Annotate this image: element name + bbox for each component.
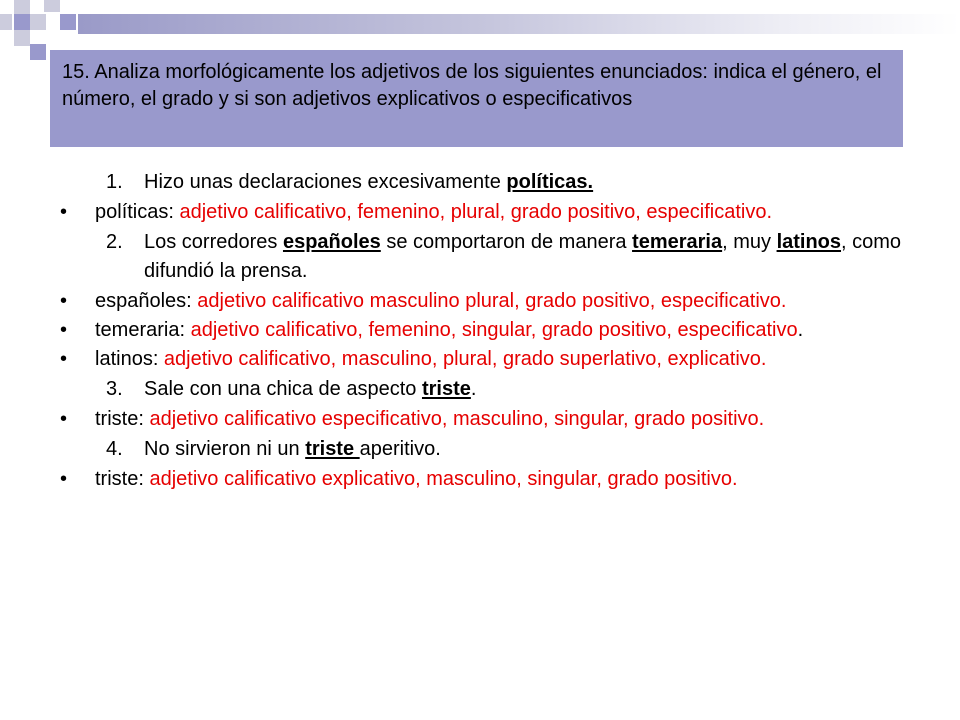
bullet-icon: •	[60, 201, 68, 223]
exercise-title: 15. Analiza morfológicamente los adjetivos de los siguientes enunciados: indica el género, el número, el grado y si son adjetivos explicativos o especificativos	[50, 50, 903, 147]
deco-square	[30, 44, 46, 60]
deco-square	[60, 14, 76, 30]
target-adjective: temeraria	[632, 231, 723, 253]
analysis-answer: adjetivo calificativo masculino plural, grado positivo, especificativo.	[191, 290, 787, 312]
target-adjective: triste	[421, 378, 471, 400]
item-number: 3.	[106, 378, 123, 400]
item-number: 2.	[106, 231, 123, 253]
item-number: 4.	[106, 438, 123, 460]
analysis-label: políticas:	[95, 201, 174, 223]
analysis-answer: adjetivo calificativo, femenino, singular, grado positivo, especificativo	[185, 319, 798, 341]
analysis-label: latinos:	[95, 348, 159, 370]
analysis-answer: adjetivo calificativo, femenino, plural, grado positivo, especificativo.	[173, 201, 773, 223]
bullet-icon: •	[60, 348, 68, 370]
analysis-answer: adjetivo calificativo, masculino, plural, grado superlativo, explicativo.	[158, 348, 767, 370]
deco-square	[14, 30, 30, 46]
target-adjective: políticas.	[506, 171, 594, 193]
analysis-label: temeraria:	[95, 319, 186, 341]
analysis-item	[60, 406, 910, 433]
sentence-4: 4. No sirvieron ni un triste aperitivo.	[60, 435, 910, 464]
analysis-answer: adjetivo calificativo especificativo, masculino, singular, grado positivo.	[143, 408, 765, 430]
target-adjective: españoles	[282, 231, 381, 253]
bullet-icon: •	[60, 408, 68, 430]
analysis-item: • temeraria: adjetivo calificativo, femenino, singular, grado positivo, especificativo.	[60, 317, 910, 344]
item-number: 1.	[106, 171, 123, 193]
analysis-answer: adjetivo calificativo explicativo, masculino, singular, grado positivo.	[143, 468, 738, 490]
bullet-icon: •	[60, 290, 68, 312]
analysis-label: triste:	[95, 468, 144, 490]
header-gradient-bar	[78, 14, 960, 34]
analysis-label: españoles:	[95, 290, 192, 312]
deco-square	[14, 14, 30, 30]
sentence-3: 3. Sale con una chica de aspecto triste.	[60, 375, 910, 404]
deco-square	[30, 14, 46, 30]
analysis-item	[60, 466, 910, 493]
analysis-item	[60, 288, 910, 315]
sentence-1: 1. Hizo unas declaraciones excesivamente políticas.	[60, 168, 910, 197]
target-adjective: triste	[305, 438, 360, 460]
analysis-item	[60, 199, 910, 226]
analysis-label: triste:	[95, 408, 144, 430]
deco-square	[0, 14, 12, 30]
deco-square	[44, 0, 60, 12]
bullet-icon: •	[60, 468, 68, 490]
target-adjective: latinos	[776, 231, 842, 253]
analysis-item	[60, 346, 910, 373]
bullet-icon: •	[60, 319, 68, 341]
sentence-2: 2. Los corredores españoles se comportaron de manera temeraria, muy latinos, como difundió la prensa.	[60, 228, 910, 286]
exercise-content	[60, 168, 910, 495]
